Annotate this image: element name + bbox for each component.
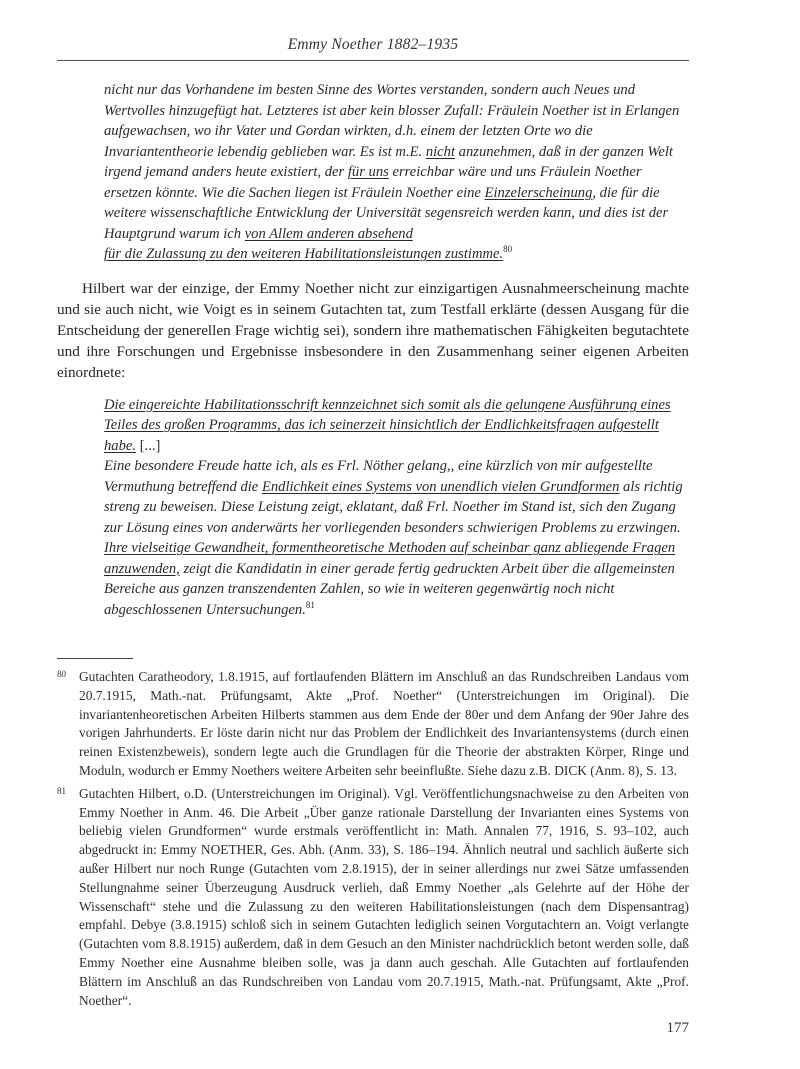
footnote-81: [57, 785, 689, 1011]
footnote-text: Gutachten Caratheodory, 1.8.1915, auf fortlaufenden Blättern im Anschluß an das Rundschreiben Landaus vom 20.7.1915, Math.-nat. Prüfungsamt, Akte „Prof. Noether“ (Unterstreichungen im Original). Die invariantenheoretischen Arbeiten Hilberts stammen aus dem Ende der 80er und dem Anfang der 90er Jahre des vorigen Jahrhunderts. Er löste darin nicht nur das Problem der Endlichkeit des Invariantensystems (durch einen reinen Existenzbeweis), sondern legte auch die Grundlagen für die Theorie der abstrakten Körper, Ringe und Moduln, wodurch er Emmy Noethers weitere Arbeiten sehr beeinflußte. Siehe dazu z.B. DICK (Anm. 8), S. 13.: [79, 669, 689, 778]
footnote-number: 80: [57, 669, 66, 679]
block-quote-caratheodory: [104, 80, 689, 265]
underlined-text: Die eingereichte Habilitationsschrift kennzeichnet sich somit als die gelungene Ausführung eines Teiles des großen Programms, das ich seinerzeit hinsichtlich der Endlichkeitsfragen aufgestellt habe.: [104, 396, 671, 454]
underlined-text: für uns: [347, 164, 389, 180]
footnote-ref-80[interactable]: 80: [503, 244, 513, 254]
underlined-text: Einzelerscheinung: [484, 184, 593, 201]
quote-text: nicht nur das Vorhandene im besten Sinne des Wortes verstanden, sondern auch Neues und Wertvolles hinzugefügt hat. Letzteres ist aber kein blosser Zufall: Fräulein Noether ist in Erlangen aufgewachsen, wo ihr Vater und Gordan wirkten, d.h. einem der letzten Orte wo die Invariantentheorie lebendig geblieben war. Es ist m.E.: [104, 82, 680, 160]
quote-text: Eine besondere Freude hatte ich, als es Frl. Nöther gelang,, eine kürzlich von mir aufgestellte Vermuthung betreffend die: [104, 458, 653, 495]
quote-paragraph: [104, 80, 689, 265]
underlined-text: für die Zulassung zu den weiteren Habilitationsleistungen zustimme.: [104, 246, 504, 262]
footnote-ref-81[interactable]: 81: [305, 599, 315, 610]
quote-text: , die für die weitere wissenschaftliche Entwicklung der Universität segensreich werden kann, und dies ist der Hauptgrund warum ich: [104, 184, 669, 242]
footnote-text: Gutachten Hilbert, o.D. (Unterstreichungen im Original). Vgl. Veröffentlichungsnachweise zu den Arbeiten von Emmy Noether in Anm. 46. Die Arbeit „Über ganze rationale Darstellung der Invarianten eines Systems von beliebig vielen Grundformen“ wurde erstmals veröffentlicht in: Math. Annalen 77, 1916, S. 93–102, auch abgedruckt in: Emmy NOETHER, Ges. Abh. (Anm. 33), S. 186–194. Ähnlich neutral und sachlich äußerte sich außer Hilbert nur noch Runge (Gutachten vom 2.8.1915), der in seiner allerdings nur zwei Sätze umfassenden Stellungnahme seiner Überzeugung Ausdruck verlieh, daß Emmy Noether „als Gelehrte auf der Höhe der Wissenschaft“ stehe und die Zulassung zu den weiteren Habilitationsleistungen (nach dem Dispensantrag) empfahl. Debye (3.8.1915) schloß sich in seinem Gutachten lediglich seinen Vorgutachtern an. Voigt verlangte (Gutachten vom 8.8.1915) außerdem, daß in dem Gesuch an den Minister nachdrücklich betont werden solle, daß Emmy Noether eine Ausnahme bleiben solle, was ja dann auch geschah. Alle Gutachten auf fortlaufenden Blättern im Anschluß an das Rundschreiben von Landau vom 20.7.1915, Math.-nat. Prüfungsamt, Akte „Prof. Noether“.: [79, 785, 689, 1008]
header-rule: [57, 60, 689, 61]
page-number: 177: [666, 1020, 689, 1036]
underlined-text: Endlichkeit eines Systems von unendlich vielen Grundformen: [261, 478, 620, 495]
quote-paragraph: [104, 538, 689, 620]
footnotes: [57, 668, 689, 1014]
footnote-rule: [57, 658, 133, 659]
block-quote-hilbert: [104, 395, 689, 621]
ellipsis: [...]: [139, 437, 161, 454]
underlined-text: Ihre vielseitige Gewandheit, formentheoretische Methoden auf scheinbar ganz abliegende Fragen anzuwenden,: [104, 540, 676, 577]
underlined-text: von Allem anderen absehend: [244, 225, 413, 242]
footnote-number: 81: [57, 785, 66, 796]
quote-text: als richtig streng zu beweisen. Diese Leistung zeigt, eklatant, daß Frl. Noether im Stand ist, sich den Zugang zur Lösung eines von anderwärts her vorliegenden besonders schwierigen Problems zu erzwingen.: [104, 478, 683, 536]
underlined-text: nicht: [425, 143, 456, 160]
running-title: Emmy Noether 1882–1935: [287, 36, 459, 53]
body-paragraph: Hilbert war der einzige, der Emmy Noether nicht zur einzigartigen Ausnahmeerscheinung machte und sie auch nicht, wie Voigt es in seinem Gutachten tat, zum Testfall erklärte (dessen Ausgang für die Entscheidung der generellen Frage wichtig sei), sondern ihre mathematischen Fähigkeiten begutachtete und ihre Forschungen und Ergebnisse insbesondere in den Zusammenhang seiner eigenen Arbeiten einordnete:: [57, 279, 689, 381]
quote-paragraph: [104, 456, 689, 538]
quote-text: erreichbar wäre und uns Fräulein Noether ersetzen könnte. Wie die Sachen liegen ist Fräulein Noether eine: [104, 164, 642, 201]
footnote-80: [57, 668, 689, 781]
quote-text: anzunehmen, daß in der ganzen Welt irgend jemand anders heute existiert, der: [104, 143, 673, 180]
quote-text: zeigt die Kandidatin in einer gerade fertig gedruckten Arbeit über die allgemeinsten Bereiche aus ganzen transzendenten Zahlen, so wie in weiteren gegenwärtig noch nicht abgeschlossenen Untersuchungen.: [104, 560, 675, 618]
page-body: [57, 80, 689, 620]
quote-paragraph: [104, 395, 689, 457]
